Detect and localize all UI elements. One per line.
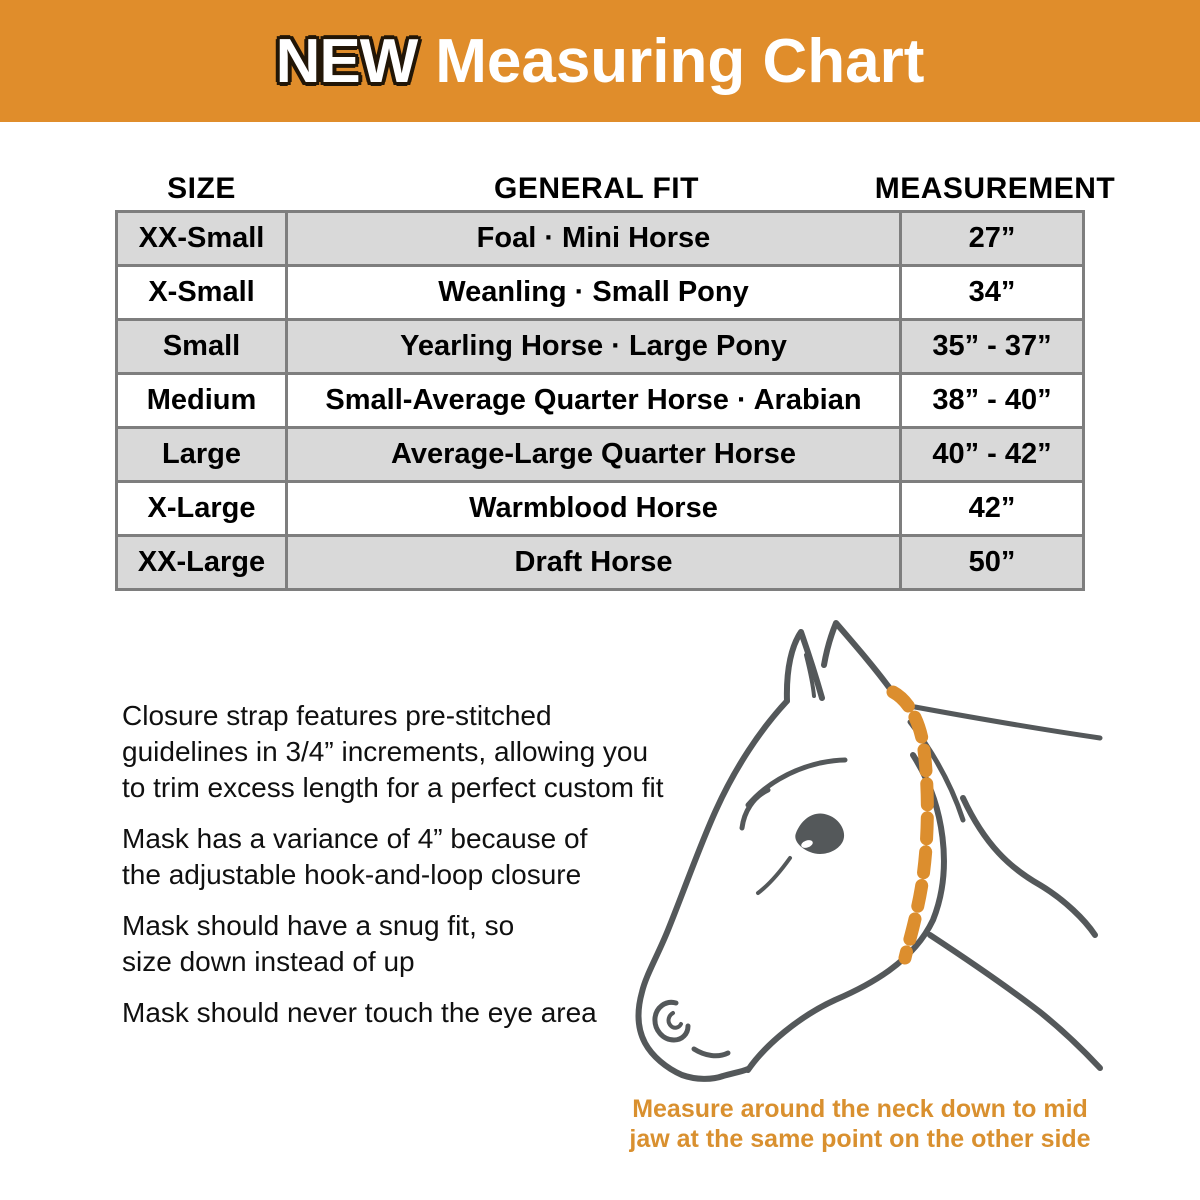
horse-nostril-inner: [669, 1013, 681, 1028]
cell-measurement: 50”: [902, 537, 1082, 588]
column-header-general-fit: GENERAL FIT: [494, 172, 699, 205]
cell-size: X-Small: [118, 267, 285, 318]
note-line: guidelines in 3/4” increments, allowing you: [122, 736, 649, 767]
cell-measurement: 35” - 37”: [902, 321, 1082, 372]
cell-measurement: 34”: [902, 267, 1082, 318]
cell-fit: Draft Horse: [288, 537, 899, 588]
cell-size: Large: [118, 429, 285, 480]
cell-size: X-Large: [118, 483, 285, 534]
note-line: Mask should never touch the eye area: [122, 997, 597, 1028]
cell-size: XX-Small: [118, 213, 285, 264]
new-badge: NEW: [275, 26, 418, 96]
cell-size: XX-Large: [118, 537, 285, 588]
measure-caption-line1: Measure around the neck down to mid: [632, 1095, 1088, 1123]
cell-fit: Weanling · Small Pony: [288, 267, 899, 318]
horse-neck-front-line: [963, 798, 1095, 935]
size-table-header: [115, 168, 1116, 210]
cell-fit: Small-Average Quarter Horse · Arabian: [288, 375, 899, 426]
note-line: the adjustable hook-and-loop closure: [122, 859, 582, 890]
cell-measurement: 27”: [902, 213, 1082, 264]
cell-fit: Average-Large Quarter Horse: [288, 429, 899, 480]
horse-eye: [795, 814, 844, 854]
horse-back-ear: [824, 623, 891, 690]
measure-caption-line2: jaw at the same point on the other side: [629, 1125, 1091, 1153]
size-table: [115, 168, 1116, 591]
page-title: [276, 26, 925, 97]
cell-size: Medium: [118, 375, 285, 426]
measuring-line-dashes: [893, 692, 927, 958]
cell-fit: Warmblood Horse: [288, 483, 899, 534]
measure-caption: [610, 1094, 1110, 1154]
horse-crest-line: [915, 707, 1100, 738]
horse-mouth-line: [694, 1049, 728, 1056]
page-title-text: Measuring Chart: [435, 26, 925, 96]
note-line: Closure strap features pre-stitched: [122, 700, 552, 731]
header-banner: [0, 0, 1200, 122]
note-line: Mask should have a snug fit, so: [122, 910, 515, 941]
cell-measurement: 38” - 40”: [902, 375, 1082, 426]
horse-head-icon: [600, 603, 1160, 1097]
horse-brow-ridge: [748, 760, 845, 805]
column-header-measurement: MEASUREMENT: [874, 172, 1116, 205]
cell-fit: Foal · Mini Horse: [288, 213, 899, 264]
cell-measurement: 40” - 42”: [902, 429, 1082, 480]
column-header-size: SIZE: [167, 172, 236, 205]
cell-size: Small: [118, 321, 285, 372]
horse-tear-line: [758, 858, 790, 893]
note-line: Mask has a variance of 4” because of: [122, 823, 588, 854]
note-line: to trim excess length for a perfect custom fit: [122, 772, 664, 803]
horse-head-diagram: [600, 603, 1160, 1097]
horse-front-ear: [787, 632, 822, 701]
note-line: size down instead of up: [122, 946, 415, 977]
size-table-body: [115, 210, 1085, 591]
horse-throat-line: [930, 935, 1100, 1068]
horse-nostril: [655, 1002, 688, 1040]
cell-fit: Yearling Horse · Large Pony: [288, 321, 899, 372]
cell-measurement: 42”: [902, 483, 1082, 534]
